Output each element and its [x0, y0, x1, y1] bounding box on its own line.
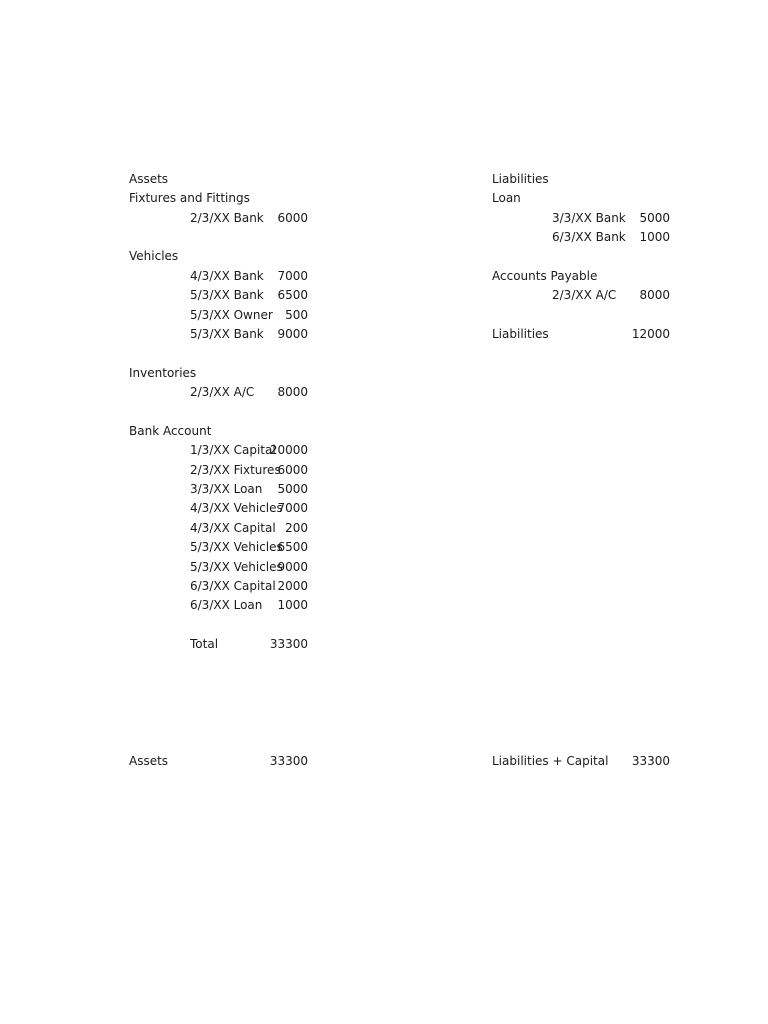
entry-description: 2/3/XX A/C [190, 385, 255, 399]
entry-amount: 8000 [639, 288, 670, 302]
entry-description: 3/3/XX Bank [552, 211, 626, 225]
entry-amount: 9000 [277, 560, 308, 574]
entry-description: 2/3/XX A/C [552, 288, 617, 302]
entry-description: 5/3/XX Bank [190, 288, 264, 302]
entry-amount: 500 [285, 308, 308, 322]
liabilities-total-value: 12000 [631, 327, 670, 341]
entry-description: 1/3/XX Capital [190, 443, 276, 457]
entry-description: 6/3/XX Capital [190, 579, 276, 593]
entry-amount: 200 [285, 521, 308, 535]
assets-summary-value: 33300 [269, 754, 308, 768]
entry-amount: 7000 [277, 269, 308, 283]
accounts-payable-heading: Accounts Payable [492, 269, 598, 283]
entry-amount: 1000 [639, 230, 670, 244]
entry-description: 6/3/XX Loan [190, 598, 263, 612]
entry-amount: 8000 [277, 385, 308, 399]
liabilities-capital-summary-label: Liabilities + Capital [492, 754, 609, 768]
assets-heading: Assets [129, 172, 169, 186]
entry-amount: 6000 [277, 211, 308, 225]
liabilities-total-label: Liabilities [492, 327, 549, 341]
liabilities-capital-summary-value: 33300 [631, 754, 670, 768]
entry-description: 6/3/XX Bank [552, 230, 626, 244]
entry-description: 5/3/XX Bank [190, 327, 264, 341]
entry-amount: 6500 [277, 540, 308, 554]
entry-description: 3/3/XX Loan [190, 482, 263, 496]
entry-amount: 2000 [277, 579, 308, 593]
entry-amount: 5000 [639, 211, 670, 225]
entry-description: 5/3/XX Vehicles [190, 560, 283, 574]
entry-amount: 20000 [269, 443, 308, 457]
vehicles-heading: Vehicles [129, 249, 179, 263]
inventories-heading: Inventories [129, 366, 197, 380]
bank-total-value: 33300 [269, 637, 308, 651]
entry-amount: 9000 [277, 327, 308, 341]
bank-total-label: Total [190, 637, 219, 651]
bank-account-heading: Bank Account [129, 424, 212, 438]
loan-heading: Loan [492, 191, 521, 205]
fixtures-heading: Fixtures and Fittings [129, 191, 250, 205]
entry-amount: 1000 [277, 598, 308, 612]
entry-amount: 7000 [277, 501, 308, 515]
entry-amount: 6500 [277, 288, 308, 302]
entry-description: 4/3/XX Vehicles [190, 501, 283, 515]
entry-description: 5/3/XX Vehicles [190, 540, 283, 554]
entry-amount: 6000 [277, 463, 308, 477]
liabilities-heading: Liabilities [492, 172, 549, 186]
entry-description: 4/3/XX Bank [190, 269, 264, 283]
entry-description: 4/3/XX Capital [190, 521, 276, 535]
entry-description: 2/3/XX Fixtures [190, 463, 281, 477]
entry-description: 2/3/XX Bank [190, 211, 264, 225]
entry-description: 5/3/XX Owner [190, 308, 273, 322]
entry-amount: 5000 [277, 482, 308, 496]
assets-summary-label: Assets [129, 754, 169, 768]
